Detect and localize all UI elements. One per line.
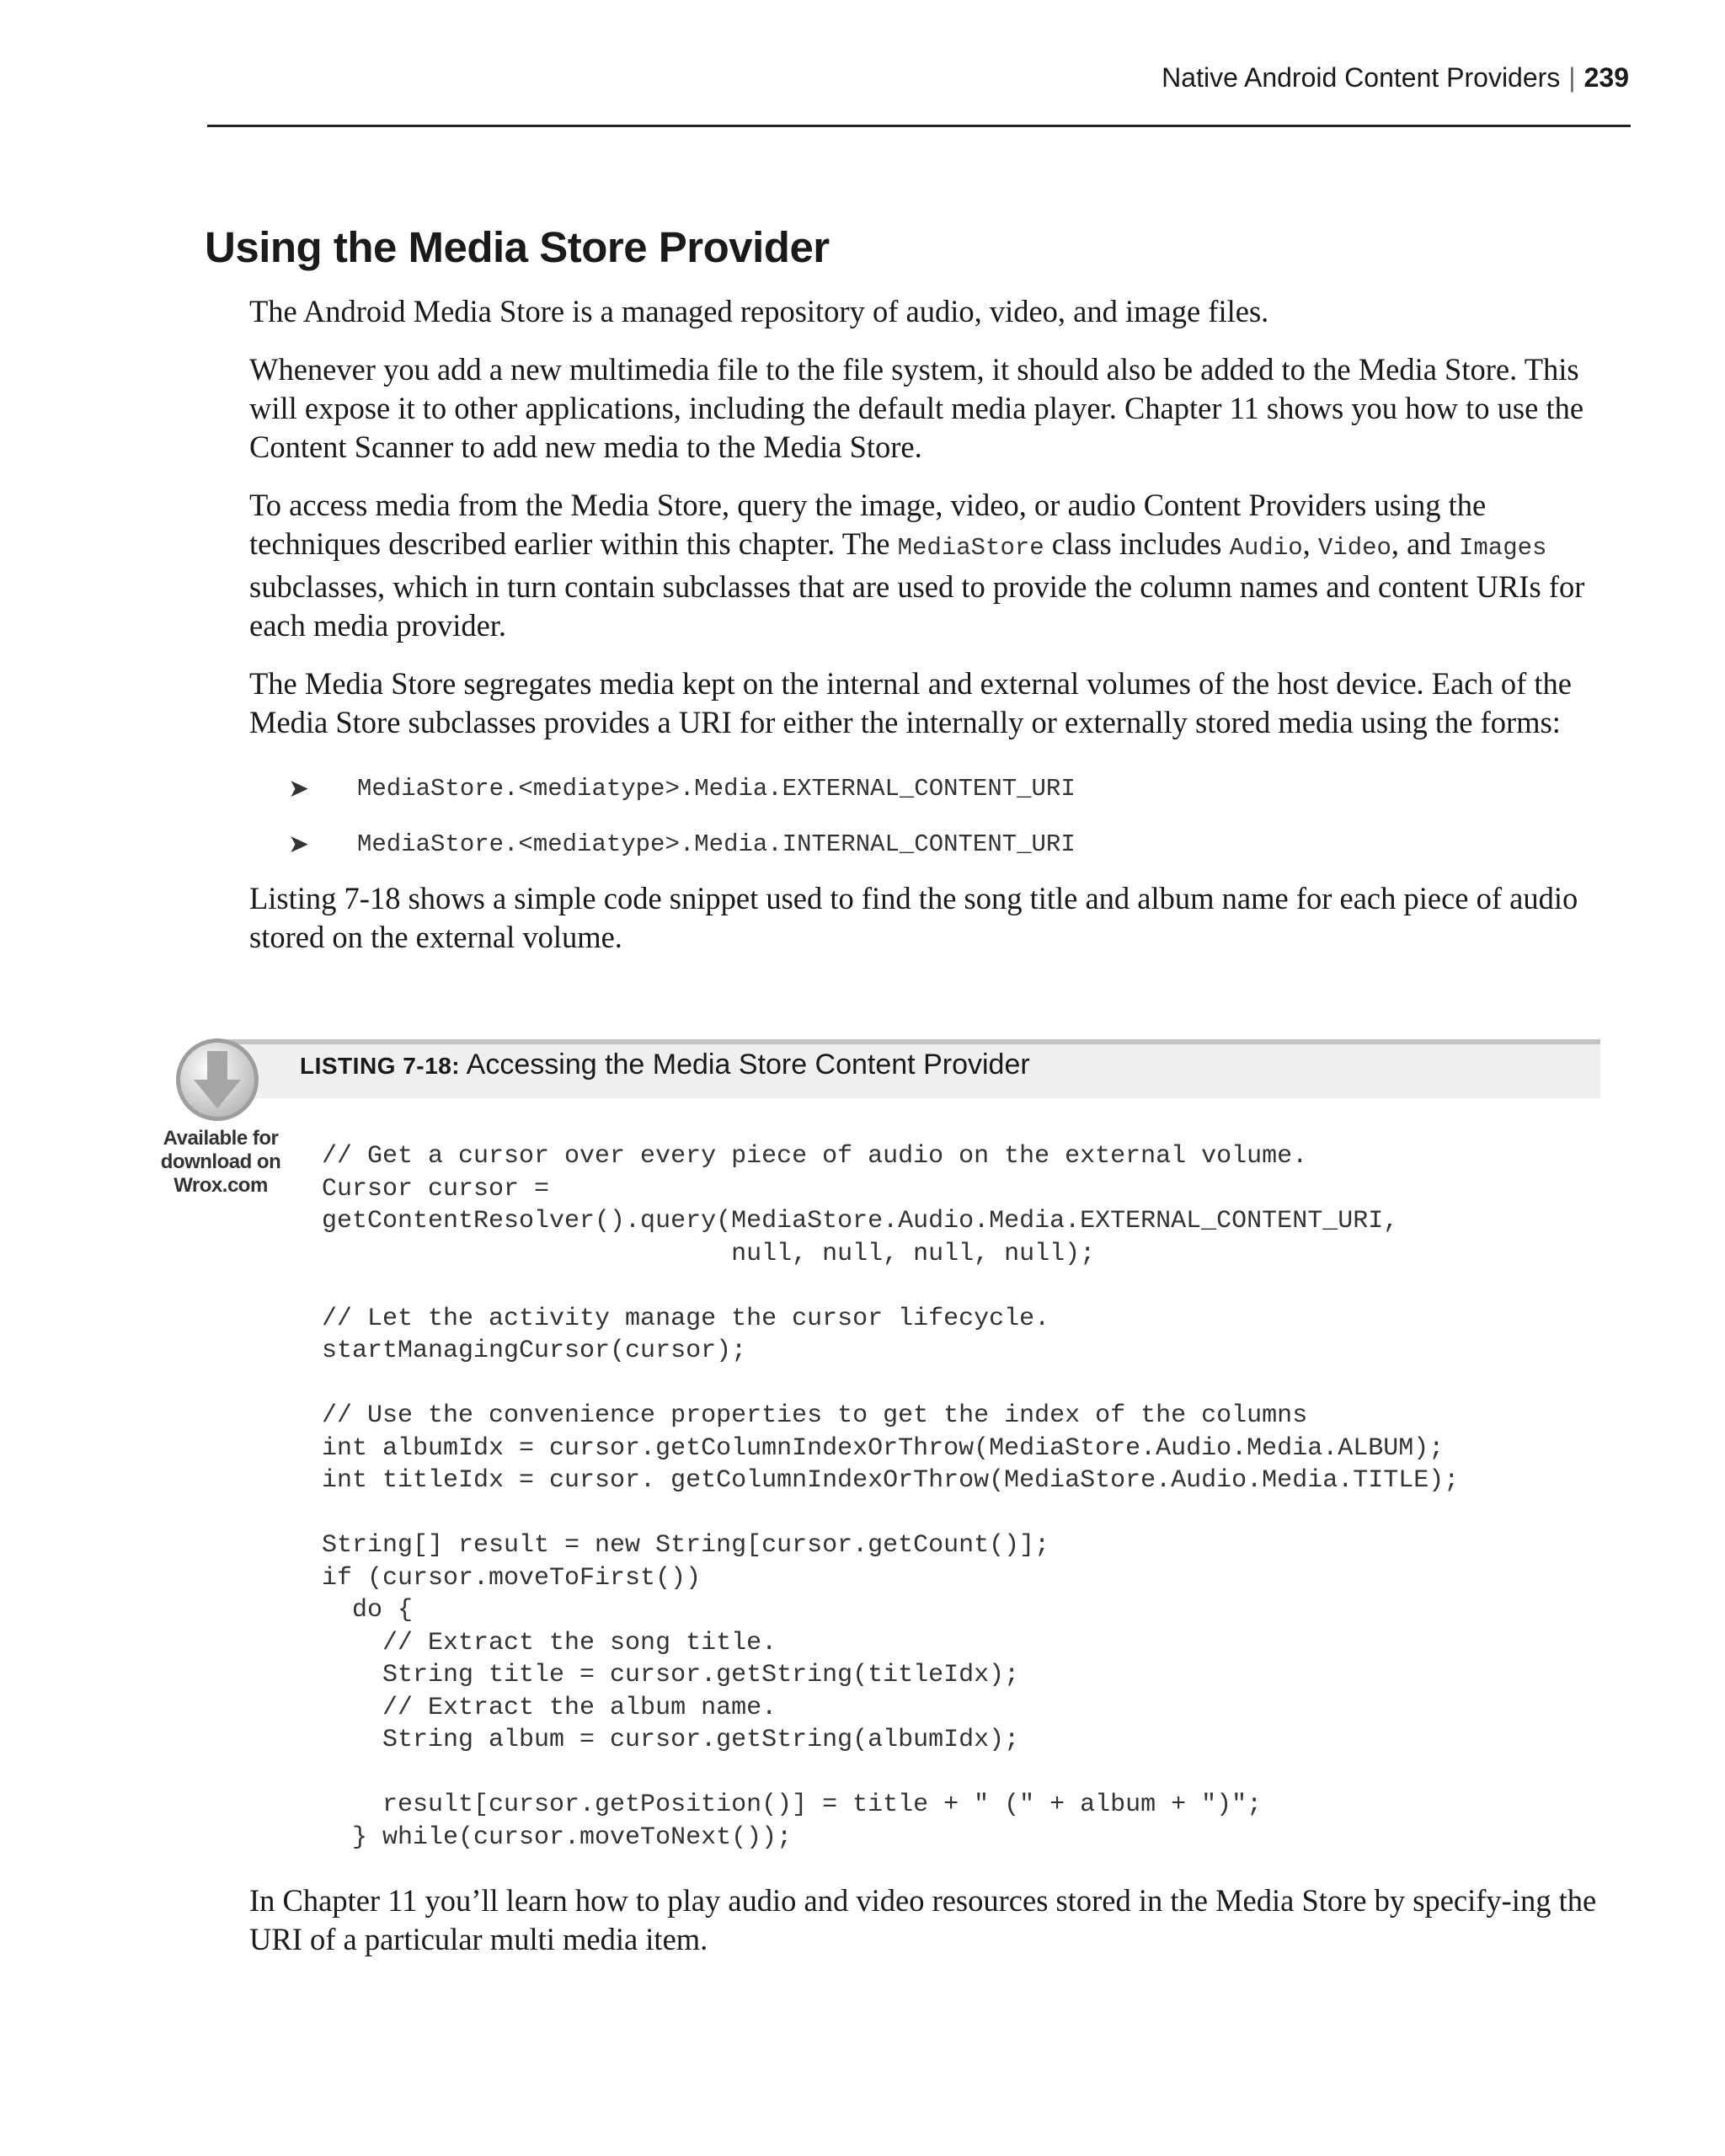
running-title: Native Android Content Providers: [1162, 62, 1561, 93]
inline-code-images: Images: [1458, 534, 1547, 562]
text-run: , and: [1391, 526, 1459, 561]
download-arrow-icon[interactable]: [174, 1036, 261, 1123]
uri-form-list: [249, 761, 1600, 873]
paragraph-listing-intro: Listing 7-18 shows a simple code snippet used to find the song title and album name for each piece of audio stored on the external volume.: [249, 881, 1578, 954]
inline-code-video: Video: [1317, 534, 1391, 562]
header-separator: |: [1568, 62, 1576, 93]
download-note[interactable]: [152, 1127, 290, 1198]
paragraph-volumes: The Media Store segregates media kept on the internal and external volumes of the host device. Each of the Media Store subclasses provides a URI for either the internally or externally stored media using the forms:: [249, 666, 1572, 739]
text-run: subclasses, which in turn contain subclasses that are used to provide the column names and content URIs for each media provider.: [249, 569, 1585, 643]
paragraph-intro: The Android Media Store is a managed repository of audio, video, and image files.: [249, 294, 1269, 328]
listing-caption: [300, 1049, 1030, 1081]
listing-label: LISTING 7-18:: [300, 1053, 461, 1079]
list-item: [249, 761, 1600, 817]
paragraph-access-media: [249, 486, 1600, 645]
download-note-line: Wrox.com: [174, 1174, 268, 1197]
page-number: 239: [1583, 62, 1629, 93]
arrow-bullet-icon: ➤: [288, 830, 310, 859]
text-run: To access media from the Media Store, query the image, video, or audio Content Providers using the techniques described earlier within this chapter. The: [249, 488, 1487, 561]
code-listing: // Get a cursor over every piece of audio on the external volume. Cursor cursor = getContentResolver().query(MediaStore.Audio.Media.EXTERNAL_CONTENT_URI, null, null, null, null); // Let the activity manage the cursor lifecycle. startManagingCursor(cursor); // Use the convenience properties to get the index of the columns int albumIdx = cursor.getColumnIndexOrThrow(MediaStore.Audio.Media.ALBUM); int titleIdx = cursor. getColumnIndexOrThrow(MediaStore.Audio.Media.TITLE); String[] result = new String[cursor.getCount()]; if (cursor.moveToFirst()) do { // Extract the song title. String title = cursor.getString(titleIdx); // Extract the album name. String album = cursor.getString(albumIdx); result[cursor.getPosition()] = title + " (" + album + ")"; } while(cursor.moveToNext());: [322, 1142, 1460, 1852]
download-note-line: Available for: [163, 1127, 279, 1150]
inline-code-mediastore: MediaStore: [897, 534, 1044, 562]
listing-title: Accessing the Media Store Content Provider: [466, 1049, 1030, 1081]
text-run: ,: [1302, 526, 1318, 561]
running-header: [1162, 62, 1629, 93]
text-run: class includes: [1044, 526, 1230, 561]
paragraph-closing: In Chapter 11 you’ll learn how to play audio and video resources stored in the Media Store by specify-ing the URI of a particular multi media item.: [249, 1883, 1597, 1956]
body-text: [249, 292, 1600, 976]
inline-code-audio: Audio: [1229, 534, 1303, 562]
section-title: Using the Media Store Provider: [205, 223, 830, 271]
header-rule: [207, 125, 1631, 127]
bullet-code: MediaStore.<mediatype>.Media.INTERNAL_CONTENT_URI: [357, 830, 1076, 858]
paragraph-add-media: Whenever you add a new multimedia file to the file system, it should also be added to the Media Store. This will expose it to other applications, including the default media player. Chapter 11 shows you how to use the Content Scanner to add new media to the Media Store.: [249, 352, 1584, 464]
bullet-code: MediaStore.<mediatype>.Media.EXTERNAL_CONTENT_URI: [357, 775, 1076, 803]
arrow-bullet-icon: ➤: [288, 774, 310, 803]
list-item: [249, 817, 1600, 873]
download-note-line: download on: [160, 1150, 281, 1173]
